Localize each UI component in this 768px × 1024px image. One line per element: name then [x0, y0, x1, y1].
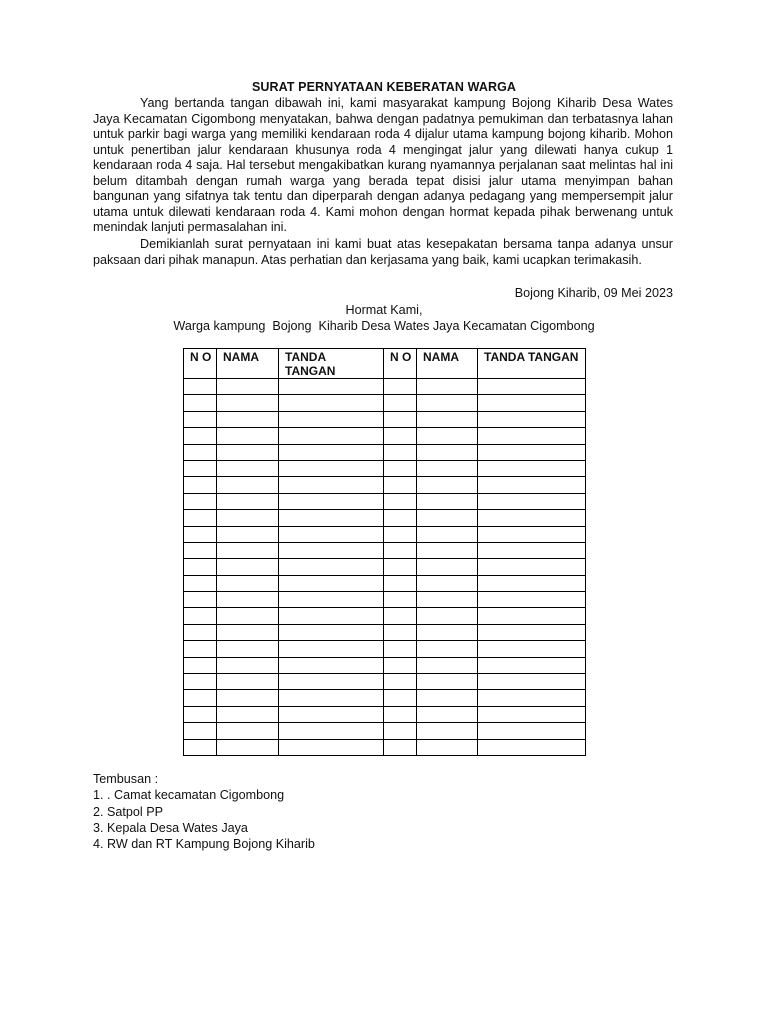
table-row [184, 575, 586, 591]
table-cell [384, 739, 417, 755]
tembusan-item: 1. . Camat kecamatan Cigombong [93, 788, 285, 803]
table-cell [478, 674, 586, 690]
table-cell [478, 444, 586, 460]
table-cell [478, 641, 586, 657]
table-cell [478, 592, 586, 608]
table-row [184, 723, 586, 739]
table-cell [184, 657, 217, 673]
table-cell [417, 641, 478, 657]
table-row [184, 379, 586, 395]
table-cell [217, 477, 279, 493]
table-cell [217, 460, 279, 476]
table-row [184, 526, 586, 542]
table-cell [217, 641, 279, 657]
table-row [184, 510, 586, 526]
table-cell [478, 493, 586, 509]
table-cell [384, 706, 417, 722]
table-cell [384, 575, 417, 591]
table-cell [384, 559, 417, 575]
table-cell [384, 395, 417, 411]
table-cell [417, 592, 478, 608]
table-cell [478, 526, 586, 542]
table-cell [417, 674, 478, 690]
table-cell [184, 624, 217, 640]
table-cell [217, 559, 279, 575]
table-cell [417, 428, 478, 444]
table-cell [217, 493, 279, 509]
table-cell [384, 723, 417, 739]
table-cell [217, 739, 279, 755]
table-cell [217, 510, 279, 526]
table-row [184, 395, 586, 411]
table-cell [279, 592, 384, 608]
tembusan-item: 3. Kepala Desa Wates Jaya [93, 820, 248, 835]
table-row [184, 690, 586, 706]
table-cell [384, 444, 417, 460]
table-cell [217, 542, 279, 558]
table-cell [478, 657, 586, 673]
table-row [184, 674, 586, 690]
table-cell [279, 444, 384, 460]
table-cell [217, 379, 279, 395]
table-cell [384, 428, 417, 444]
table-cell [279, 460, 384, 476]
table-cell [184, 395, 217, 411]
signatory-line: Warga kampung Bojong Kiharib Desa Wates Jaya Kecamatan Cigombong [173, 319, 595, 333]
table-cell [279, 379, 384, 395]
closing-block [0, 302, 768, 334]
table-cell [184, 444, 217, 460]
table-cell [384, 379, 417, 395]
table-cell [384, 411, 417, 427]
header-nama-2: NAMA [417, 349, 478, 379]
table-cell [184, 641, 217, 657]
table-row [184, 706, 586, 722]
table-cell [279, 723, 384, 739]
table-cell [478, 624, 586, 640]
table-cell [184, 510, 217, 526]
table-row [184, 641, 586, 657]
table-cell [279, 674, 384, 690]
table-cell [184, 411, 217, 427]
table-cell [478, 575, 586, 591]
table-row [184, 592, 586, 608]
table-cell [184, 477, 217, 493]
body-paragraph-2: Demikianlah surat pernyataan ini kami buat atas kesepakatan bersama tanpa adanya unsur paksaan dari pihak manapun. Atas perhatian dan kerjasama yang baik, kami ucapkan terimakasih. [93, 237, 673, 267]
table-cell [478, 510, 586, 526]
table-cell [184, 739, 217, 755]
table-cell [417, 575, 478, 591]
table-cell [417, 510, 478, 526]
table-cell [184, 559, 217, 575]
table-row [184, 411, 586, 427]
table-cell [417, 608, 478, 624]
table-cell [478, 739, 586, 755]
table-cell [417, 477, 478, 493]
table-cell [417, 379, 478, 395]
tembusan-label: Tembusan : [93, 772, 159, 786]
table-cell [279, 690, 384, 706]
table-cell [184, 608, 217, 624]
table-cell [384, 542, 417, 558]
table-cell [279, 575, 384, 591]
table-row [184, 493, 586, 509]
table-cell [279, 608, 384, 624]
table-cell [417, 706, 478, 722]
table-row [184, 460, 586, 476]
table-cell [279, 559, 384, 575]
table-cell [417, 493, 478, 509]
table-cell [279, 526, 384, 542]
table-cell [417, 444, 478, 460]
table-cell [184, 542, 217, 558]
table-row [184, 608, 586, 624]
table-row [184, 542, 586, 558]
table-cell [478, 460, 586, 476]
table-cell [478, 542, 586, 558]
table-cell [184, 379, 217, 395]
table-cell [184, 690, 217, 706]
table-cell [217, 723, 279, 739]
table-cell [417, 411, 478, 427]
table-cell [184, 592, 217, 608]
table-row [184, 559, 586, 575]
table-cell [217, 395, 279, 411]
table-row [184, 428, 586, 444]
signature-table [183, 348, 586, 756]
table-cell [279, 641, 384, 657]
table-cell [478, 559, 586, 575]
table-cell [384, 510, 417, 526]
table-cell [217, 411, 279, 427]
table-cell [217, 624, 279, 640]
table-cell [279, 510, 384, 526]
table-cell [478, 690, 586, 706]
table-cell [279, 706, 384, 722]
body-paragraph-1: Yang bertanda tangan dibawah ini, kami masyarakat kampung Bojong Kiharib Desa Wates Jaya Kecamatan Cigombong menyatakan, bahwa dengan padatnya pemukiman dan terbatasnya lahan untuk parkir bagi warga yang memiliki kendaraan roda 4 dijalur utama kampung bojong kiharib. Mohon untuk penertiban jalur kendaraan khusunya roda 4 mengingat jalur yang dilewati hanya cukup 1 kendaraan roda 4 saja. Hal tersebut mengakibatkan kurang nyamannya perjalanan saat melintas hal ini belum ditambah dengan rumah warga yang berada tepat disisi jalur utama menyimpan bahan bangunan yang sifatnya tak tentu dan diperparah dengan adanya pedagang yang mempersempit jalur utama untuk dilewati kendaraan roda 4. Kami mohon dengan hormat kepada pihak berwenang untuk menindak lanjuti permasalahan ini. [93, 96, 673, 234]
header-nama-1: NAMA [217, 349, 279, 379]
table-cell [217, 592, 279, 608]
table-cell [184, 428, 217, 444]
table-cell [279, 624, 384, 640]
table-cell [184, 723, 217, 739]
table-cell [217, 575, 279, 591]
table-cell [384, 674, 417, 690]
table-cell [478, 411, 586, 427]
document-title: SURAT PERNYATAAN KEBERATAN WARGA [251, 80, 517, 94]
table-cell [384, 624, 417, 640]
table-cell [184, 706, 217, 722]
table-cell [184, 674, 217, 690]
table-cell [217, 674, 279, 690]
table-cell [279, 428, 384, 444]
table-cell [279, 477, 384, 493]
table-cell [417, 559, 478, 575]
table-cell [478, 706, 586, 722]
tembusan-item: 4. RW dan RT Kampung Bojong Kiharib [93, 837, 315, 852]
table-cell [217, 526, 279, 542]
table-cell [417, 460, 478, 476]
table-cell [384, 460, 417, 476]
table-row [184, 444, 586, 460]
table-cell [279, 395, 384, 411]
table-cell [279, 542, 384, 558]
table-cell [417, 395, 478, 411]
table-cell [384, 690, 417, 706]
header-no-1: N O [184, 349, 217, 379]
table-cell [184, 575, 217, 591]
table-cell [384, 592, 417, 608]
table-cell [279, 657, 384, 673]
header-tanda-tangan-2: TANDA TANGAN [478, 349, 586, 379]
table-cell [478, 723, 586, 739]
signature-table-header [184, 349, 586, 379]
table-cell [478, 477, 586, 493]
table-row [184, 624, 586, 640]
table-cell [279, 739, 384, 755]
closing-greeting: Hormat Kami, [345, 303, 423, 317]
place-date: Bojong Kiharib, 09 Mei 2023 [514, 286, 673, 300]
table-row [184, 739, 586, 755]
table-cell [217, 657, 279, 673]
table-cell [217, 690, 279, 706]
table-cell [384, 526, 417, 542]
table-cell [217, 608, 279, 624]
table-cell [217, 444, 279, 460]
table-cell [217, 706, 279, 722]
table-cell [478, 379, 586, 395]
table-cell [417, 526, 478, 542]
header-tanda-tangan-1: TANDA TANGAN [279, 349, 384, 379]
table-cell [417, 624, 478, 640]
table-cell [384, 657, 417, 673]
tembusan-item: 2. Satpol PP [93, 804, 164, 819]
table-row [184, 657, 586, 673]
table-cell [384, 608, 417, 624]
table-cell [417, 690, 478, 706]
table-cell [384, 641, 417, 657]
table-cell [478, 395, 586, 411]
header-no-2: N O [384, 349, 417, 379]
table-cell [384, 493, 417, 509]
tembusan-block [93, 771, 315, 852]
signature-table-body [184, 379, 586, 756]
table-cell [217, 428, 279, 444]
table-cell [184, 493, 217, 509]
table-cell [417, 542, 478, 558]
table-cell [417, 723, 478, 739]
table-cell [417, 739, 478, 755]
table-cell [417, 657, 478, 673]
table-cell [478, 608, 586, 624]
table-cell [184, 526, 217, 542]
table-cell [279, 493, 384, 509]
table-cell [478, 428, 586, 444]
table-cell [184, 460, 217, 476]
table-row [184, 477, 586, 493]
table-cell [384, 477, 417, 493]
table-cell [279, 411, 384, 427]
